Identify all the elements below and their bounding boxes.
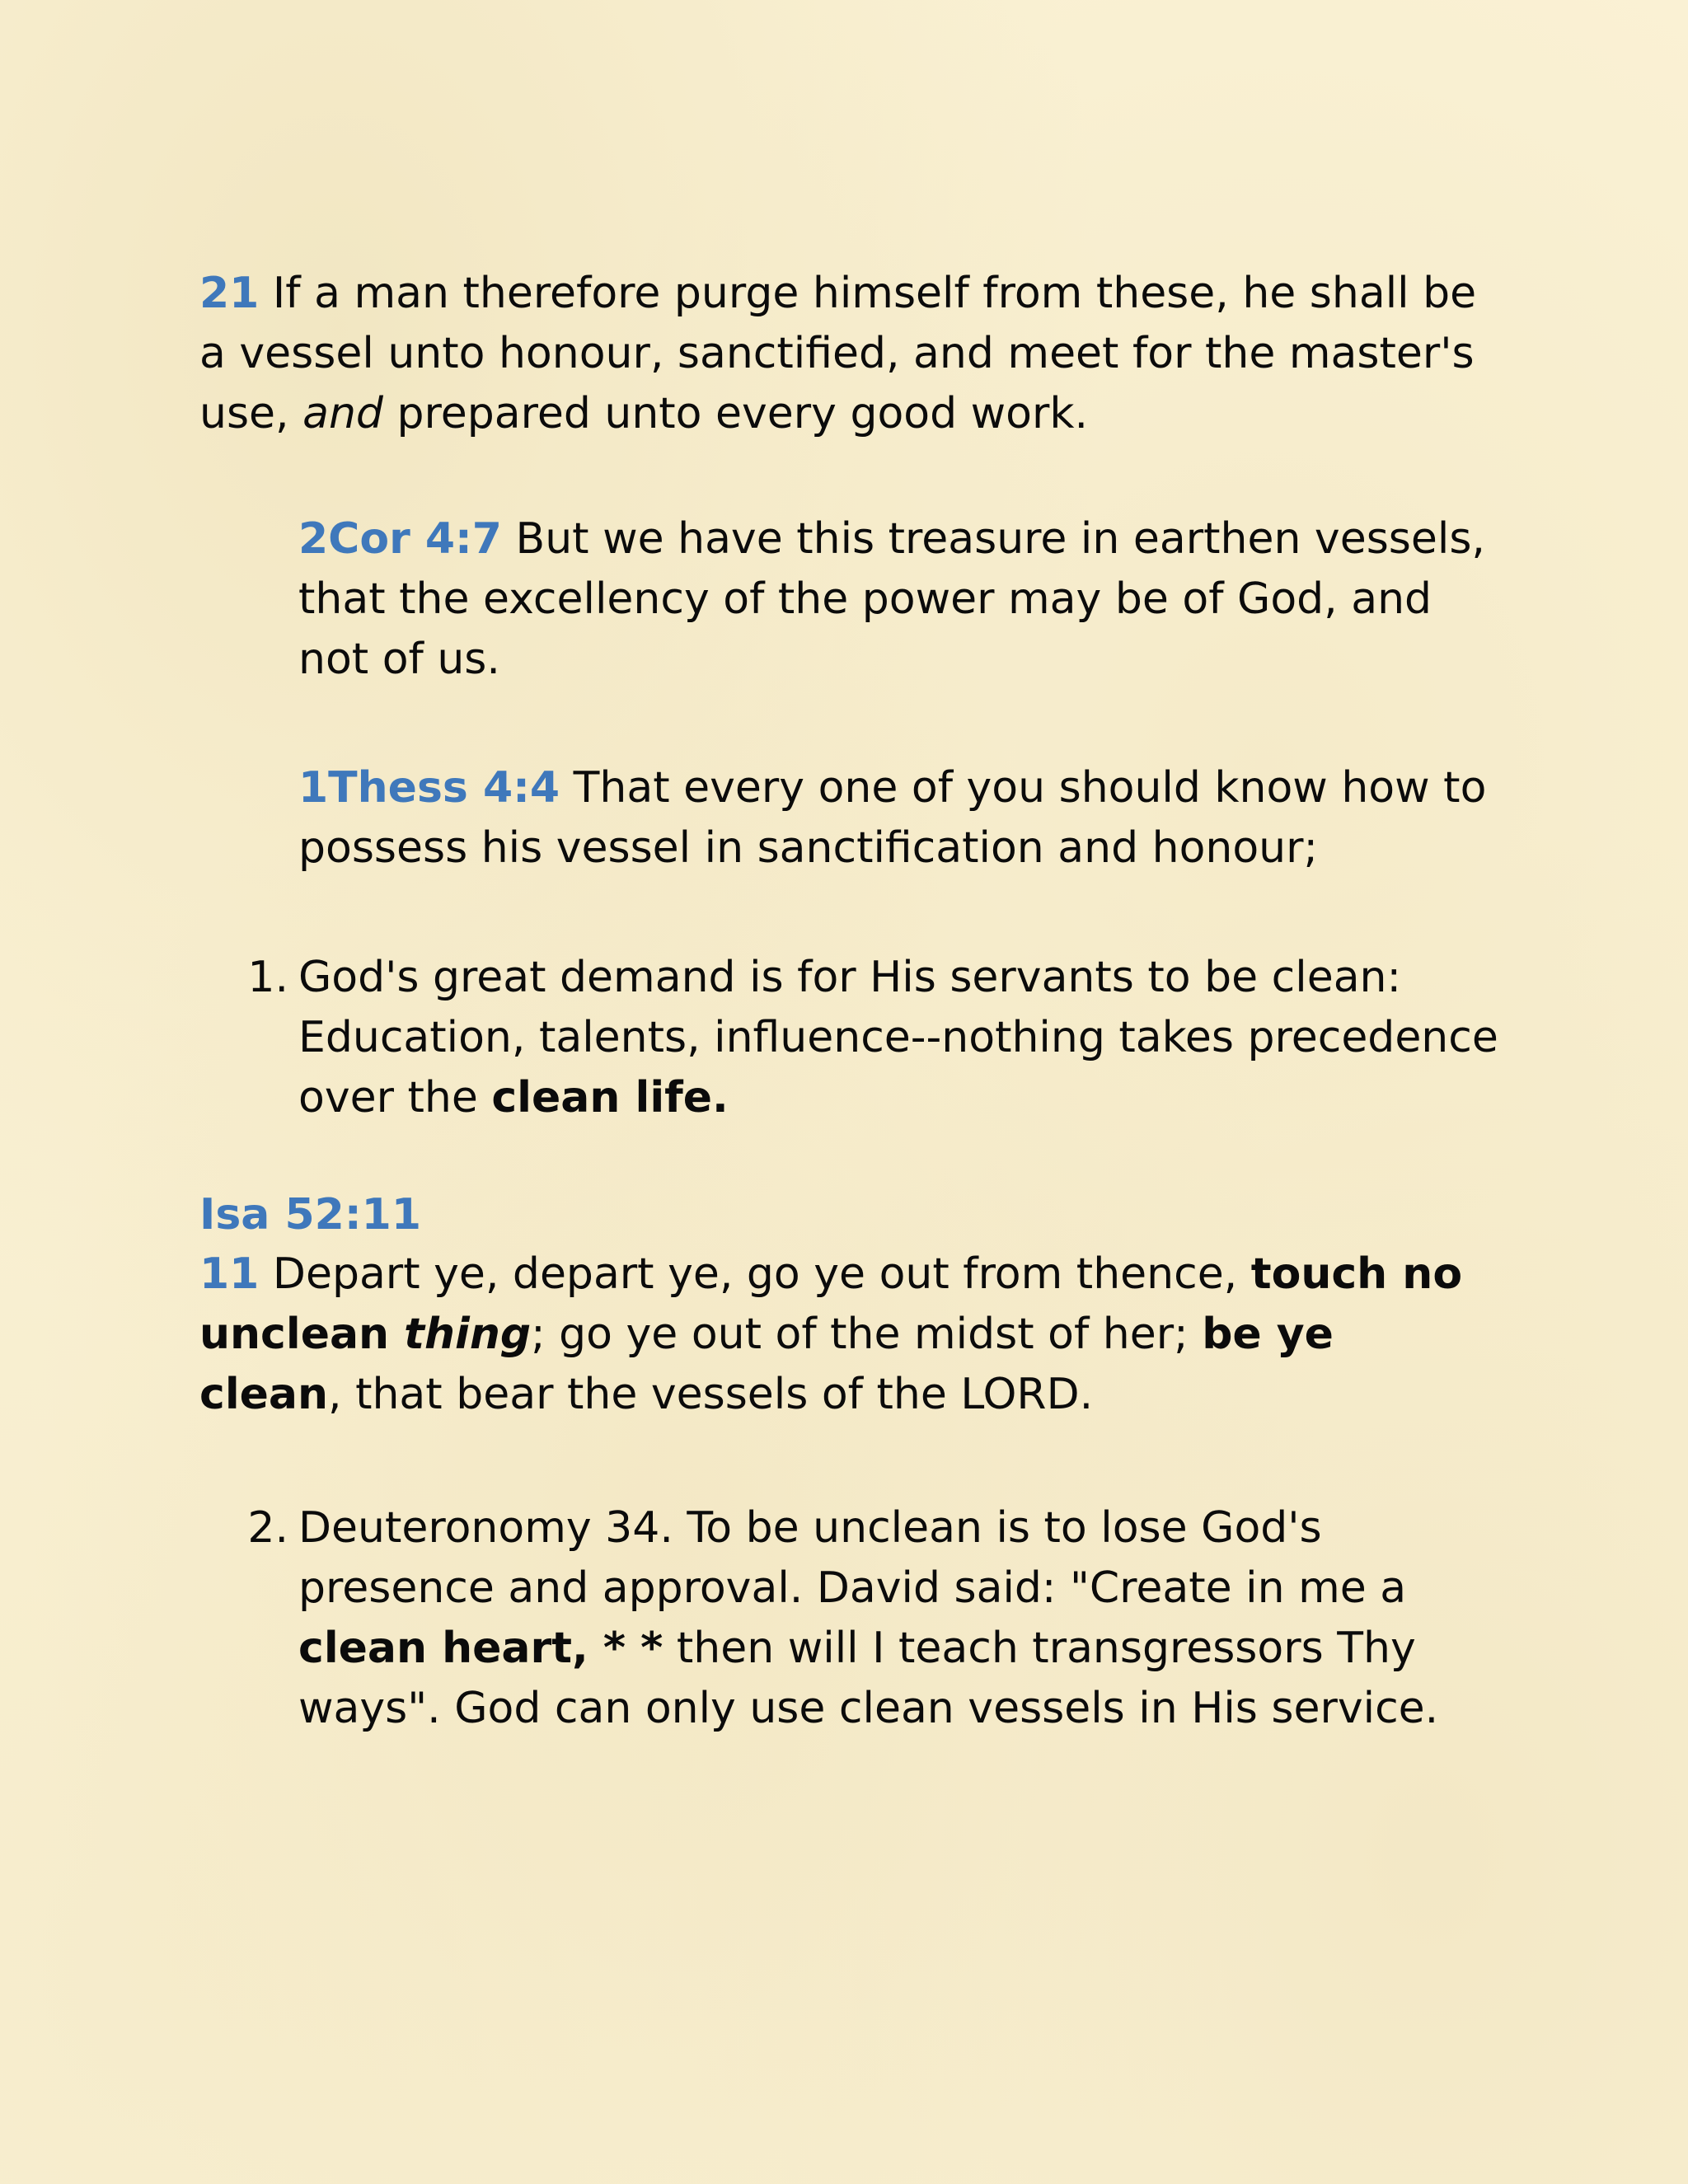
isaiah-heading-label: Isa 52:11 [199, 1190, 422, 1240]
verse-21-paragraph [199, 264, 1485, 444]
verse-number: 21 [199, 269, 260, 318]
verse-number: 11 [199, 1249, 260, 1299]
isaiah-heading [199, 1185, 1436, 1245]
verse-bold-phrase: touch no unclean [199, 1249, 1463, 1359]
list-item-text: Deuteronomy 34. To be unclean is to lose God's presence and approval. David said: "Create in me a [298, 1503, 1407, 1613]
cross-reference-text: That every one of you should know how to possess his vessel in sanctification and honour; [298, 763, 1487, 873]
verse-text: Depart ye, depart ye, go ye out from thence, [259, 1249, 1251, 1299]
isaiah-verse-paragraph [199, 1244, 1485, 1425]
list-item-2 [247, 1498, 1502, 1739]
cross-reference-2cor [298, 509, 1485, 690]
list-item-text-end: then will I teach transgressors Thy ways". God can only use clean vessels in His service. [298, 1624, 1439, 1733]
verse-bold-phrase-2: be ye clean [199, 1310, 1334, 1419]
list-number: 2. [247, 1503, 288, 1553]
verse-text-end: , that bear the vessels of the LORD. [328, 1370, 1094, 1419]
verse-text-middle: ; go ye out of the midst of her; [531, 1310, 1203, 1359]
verse-italic-word: and [302, 389, 383, 438]
list-number: 1. [247, 953, 288, 1002]
verse-text-end: prepared unto every good work. [382, 389, 1088, 438]
cross-reference-label: 1Thess 4:4 [298, 763, 560, 813]
list-item-bold: clean heart, * * [298, 1624, 663, 1673]
list-item-bold: clean life. [491, 1073, 729, 1122]
list-item-1 [247, 948, 1502, 1128]
cross-reference-text: But we have this treasure in earthen vessels, that the excellency of the power may be of God, and not of us. [298, 514, 1485, 684]
list-item-text: God's great demand is for His servants to be clean: Education, talents, influence--nothing takes precedence over the [298, 953, 1498, 1122]
verse-text: If a man therefore purge himself from these, he shall be a vessel unto honour, sanctified, and meet for the master's use, [199, 269, 1477, 438]
cross-reference-label: 2Cor 4:7 [298, 514, 502, 564]
cross-reference-1thess [298, 758, 1502, 879]
verse-bold-italic-word: thing [404, 1310, 532, 1359]
